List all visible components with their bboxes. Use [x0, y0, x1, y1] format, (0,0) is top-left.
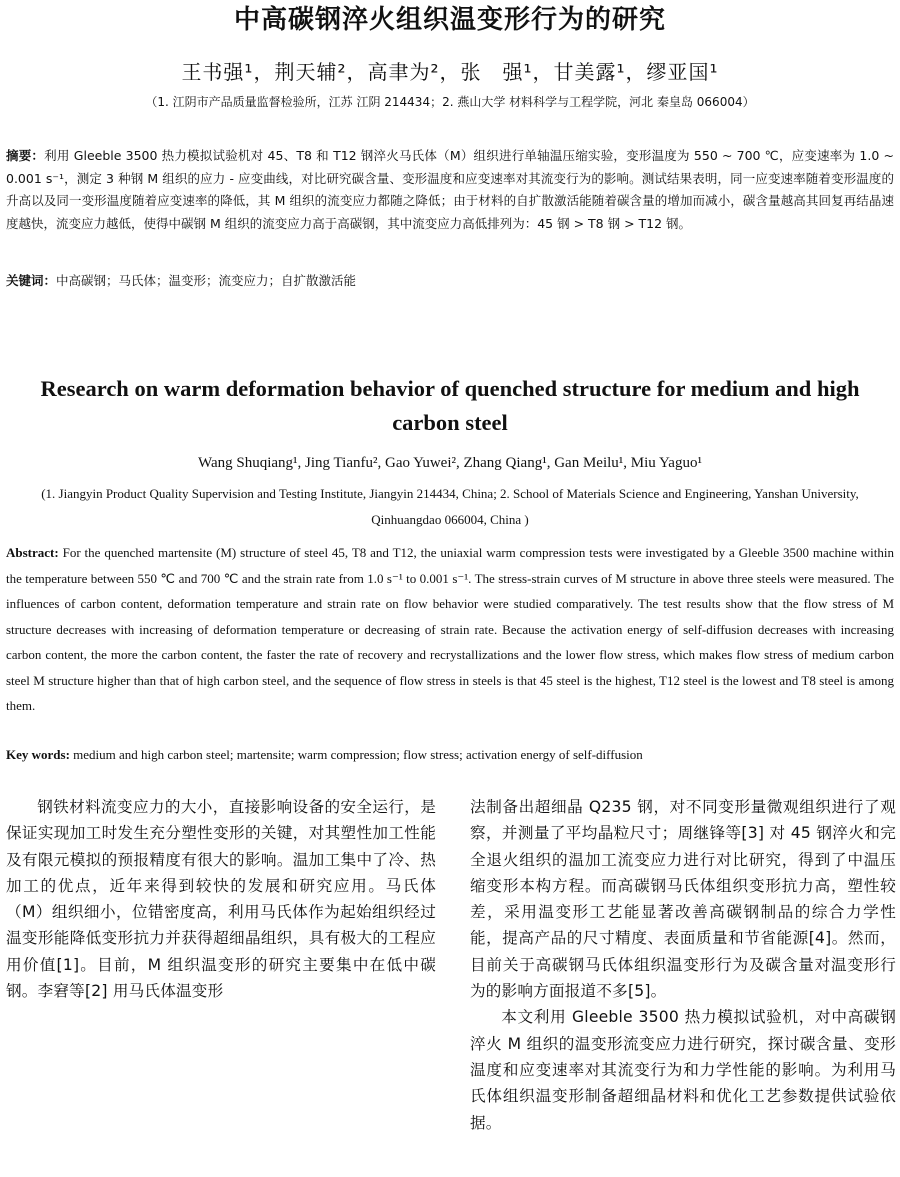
english-abstract: [6, 540, 894, 719]
english-affiliations: (1. Jiangyin Product Quality Supervision and Testing Institute, Jiangyin 214434, China; 2. School of Materials Science and Engineering, Yanshan University, Qinhuangdao 066004, China ): [41, 486, 859, 527]
english-abstract-label: Abstract:: [6, 545, 59, 560]
english-keywords: [6, 744, 894, 766]
body-paragraph-continued: 法制备出超细晶 Q235 钢，对不同变形量微观组织进行了观察，并测量了平均晶粒尺寸；周继锋等[3] 对 45 钢淬火和完全退火组织的温加工流变应力进行对比研究，得到了中温压缩变形本构方程。而高碳钢马氏体组织变形抗力高，塑性较差，采用温变形工艺能显著改善高碳钢制品的综合力学性能，提高产品的尺寸精度、表面质量和节省能源[4]。然而，目前关于高碳钢马氏体组织温变形行为及碳含量对温变形行为的影响方面报道不多[5]。: [470, 798, 896, 1001]
chinese-keywords: [6, 270, 894, 292]
chinese-abstract: [6, 145, 894, 235]
chinese-title: 中高碳钢淬火组织温变形行为的研究: [233, 5, 666, 35]
body-column-right: [470, 794, 896, 1136]
body-column-left: [6, 794, 436, 1004]
chinese-affiliations: （1. 江阴市产品质量监督检验所，江苏 江阴 214434；2. 燕山大学 材料科学与工程学院，河北 秦皇岛 066004）: [145, 95, 755, 109]
chinese-keywords-text: 中高碳钢；马氏体；温变形；流变应力；自扩散激活能: [56, 273, 357, 288]
chinese-authors: 王书强¹，荆天辅²，高聿为²，张 强¹，甘美露¹，缪亚国¹: [181, 60, 719, 84]
english-keywords-label: Key words:: [6, 747, 70, 762]
english-title: Research on warm deformation behavior of quenched structure for medium and high carbon steel: [40, 376, 860, 435]
english-keywords-text: medium and high carbon steel; martensite; warm compression; flow stress; activation energy of self-diffusion: [69, 747, 643, 762]
chinese-abstract-text: 利用 Gleeble 3500 热力模拟试验机对 45、T8 和 T12 钢淬火马氏体（M）组织进行单轴温压缩实验，变形温度为 550 ~ 700 ℃，应变速率为 1.0 ~ 0.001 s⁻¹，测定 3 种钢 M 组织的应力 - 应变曲线，对比研究碳含量、变形温度和应变速率对其流变行为的影响。测试结果表明，同一应变速率随着变形温度的升高以及同一变形温度随着应变速率的降低，其 M 组织的流变应力都随之降低；由于材料的自扩散激活能随着碳含量的增加而减小，碳含量越高其回复再结晶速度越快，流变应力越低，使得中碳钢 M 组织的流变应力高于高碳钢，其中流变应力高低排列为：45 钢 > T8 钢 > T12 钢。: [6, 148, 894, 231]
chinese-keywords-label: 关键词：: [6, 273, 57, 288]
body-paragraph-intro: 钢铁材料流变应力的大小，直接影响设备的安全运行，是保证实现加工时发生充分塑性变形的关键，对其塑性加工性能及有限元模拟的预报精度有很大的影响。温加工集中了冷、热加工的优点，近年来得到较快的发展和研究应用。马氏体（M）组织细小，位错密度高，利用马氏体作为起始组织经过温变形能降低变形抗力并获得超细晶组织，具有极大的工程应用价值[1]。目前，M 组织温变形的研究主要集中在低中碳钢。李窘等[2] 用马氏体温变形: [6, 798, 436, 1001]
body-paragraph-purpose: 本文利用 Gleeble 3500 热力模拟试验机，对中高碳钢淬火 M 组织的温变形流变应力进行研究，探讨碳含量、变形温度和应变速率对其流变行为和力学性能的影响。为利用马氏体组织温变形制备超细晶材料和优化工艺参数提供试验依据。: [470, 1008, 896, 1132]
chinese-abstract-label: 摘要：: [6, 148, 45, 163]
english-abstract-text: For the quenched martensite (M) structure of steel 45, T8 and T12, the uniaxial warm compression tests were investigated by a Gleeble 3500 machine within the temperature between 550 ℃ and 700 ℃ and the strain rate from 1.0 s⁻¹ to 0.001 s⁻¹. The stress-strain curves of M structure in above three steels were measured. The influences of carbon content, deformation temperature and strain rate on flow behavior were studied comparatively. The test results show that the flow stress of M structure decreases with increasing of deformation temperature or decreasing of strain rate. Because the activation energy of self-diffusion decreases with increasing carbon content, the more the carbon content, the faster the rate of recovery and recrystallizations and the lower flow stress, which makes flow stress of medium carbon steel M structure higher than that of high carbon steel, and the sequence of flow stress in steels is that 45 steel is the highest, T12 steel is the lowest and T8 steel is among them.: [6, 545, 894, 713]
english-authors: Wang Shuqiang¹, Jing Tianfu², Gao Yuwei², Zhang Qiang¹, Gan Meilu¹, Miu Yaguo¹: [198, 455, 702, 471]
